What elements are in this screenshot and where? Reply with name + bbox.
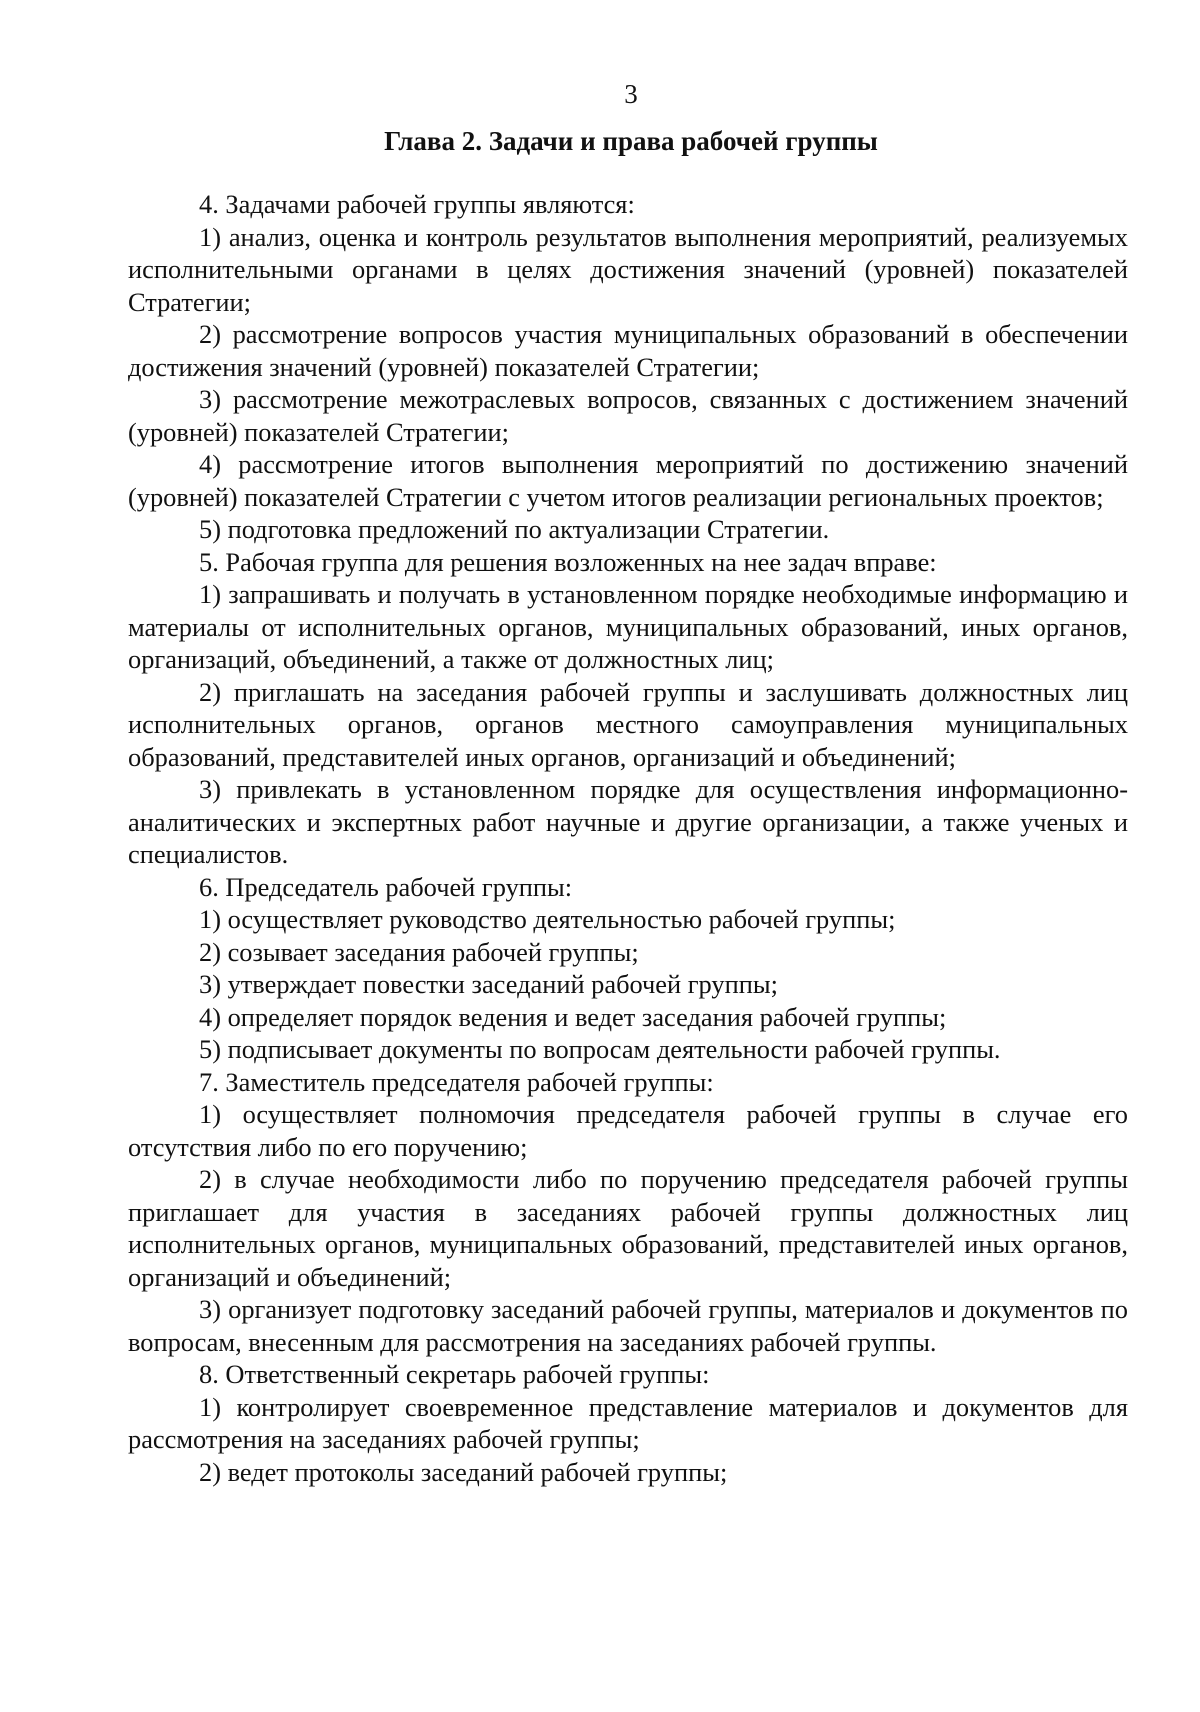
paragraph: 3) организует подготовку заседаний рабочей группы, материалов и документов по вопросам, внесенным для рассмотрения на заседаниях рабочей группы. [128, 1294, 1128, 1357]
paragraph: 2) рассмотрение вопросов участия муниципальных образований в обеспечении достижения значений (уровней) показателей Стратегии; [128, 319, 1128, 382]
paragraph: 2) ведет протоколы заседаний рабочей группы; [199, 1456, 728, 1487]
paragraph: 1) осуществляет полномочия председателя рабочей группы в случае его отсутствия либо по его поручению; [128, 1099, 1128, 1162]
paragraph: 7. Заместитель председателя рабочей группы: [199, 1066, 714, 1097]
paragraph: 1) контролирует своевременное представление материалов и документов для рассмотрения на заседаниях рабочей группы; [128, 1391, 1128, 1454]
paragraph: 1) анализ, оценка и контроль результатов выполнения мероприятий, реализуемых исполнительными органами в целях достижения значений (уровней) показателей Стратегии; [128, 221, 1128, 317]
paragraph: 1) запрашивать и получать в установленном порядке необходимые информацию и материалы от исполнительных органов, муниципальных образований, иных органов, организаций, объединений, а также от должностных лиц; [128, 579, 1128, 674]
paragraph: 4) рассмотрение итогов выполнения мероприятий по достижению значений (уровней) показателей Стратегии с учетом итогов реализации региональных проектов; [128, 449, 1128, 512]
paragraph: 2) созывает заседания рабочей группы; [199, 936, 639, 967]
paragraph: 4. Задачами рабочей группы являются: [199, 189, 635, 219]
paragraph: 8. Ответственный секретарь рабочей группы: [199, 1359, 710, 1389]
paragraph: 3) привлекать в установленном порядке для осуществления информационно-аналитических и экспертных работ научные и другие организации, а также ученых и специалистов. [128, 774, 1128, 869]
chapter-title: Глава 2. Задачи и права рабочей группы [384, 126, 878, 156]
paragraph: 6. Председатель рабочей группы: [199, 871, 573, 902]
page-number: 3 [624, 79, 638, 109]
paragraph: 5. Рабочая группа для решения возложенных на нее задач вправе: [199, 546, 937, 577]
paragraph: 2) приглашать на заседания рабочей группы и заслушивать должностных лиц исполнительных органов, органов местного самоуправления муниципальных образований, представителей иных органов, организаций и объединений; [128, 676, 1128, 772]
paragraph: 1) осуществляет руководство деятельностью рабочей группы; [199, 904, 896, 934]
paragraph: 5) подготовка предложений по актуализации Стратегии. [199, 514, 830, 544]
document-body [128, 188, 1128, 1488]
paragraph: 2) в случае необходимости либо по поручению председателя рабочей группы приглашает для участия в заседаниях рабочей группы должностных лиц исполнительных органов, муниципальных образований, представителей иных органов, организаций и объединений; [128, 1164, 1128, 1292]
paragraph: 4) определяет порядок ведения и ведет заседания рабочей группы; [199, 1001, 947, 1032]
paragraph: 3) утверждает повестки заседаний рабочей группы; [199, 969, 778, 999]
paragraph: 5) подписывает документы по вопросам деятельности рабочей группы. [199, 1034, 1001, 1064]
paragraph: 3) рассмотрение межотраслевых вопросов, связанных с достижением значений (уровней) показателей Стратегии; [128, 384, 1128, 447]
